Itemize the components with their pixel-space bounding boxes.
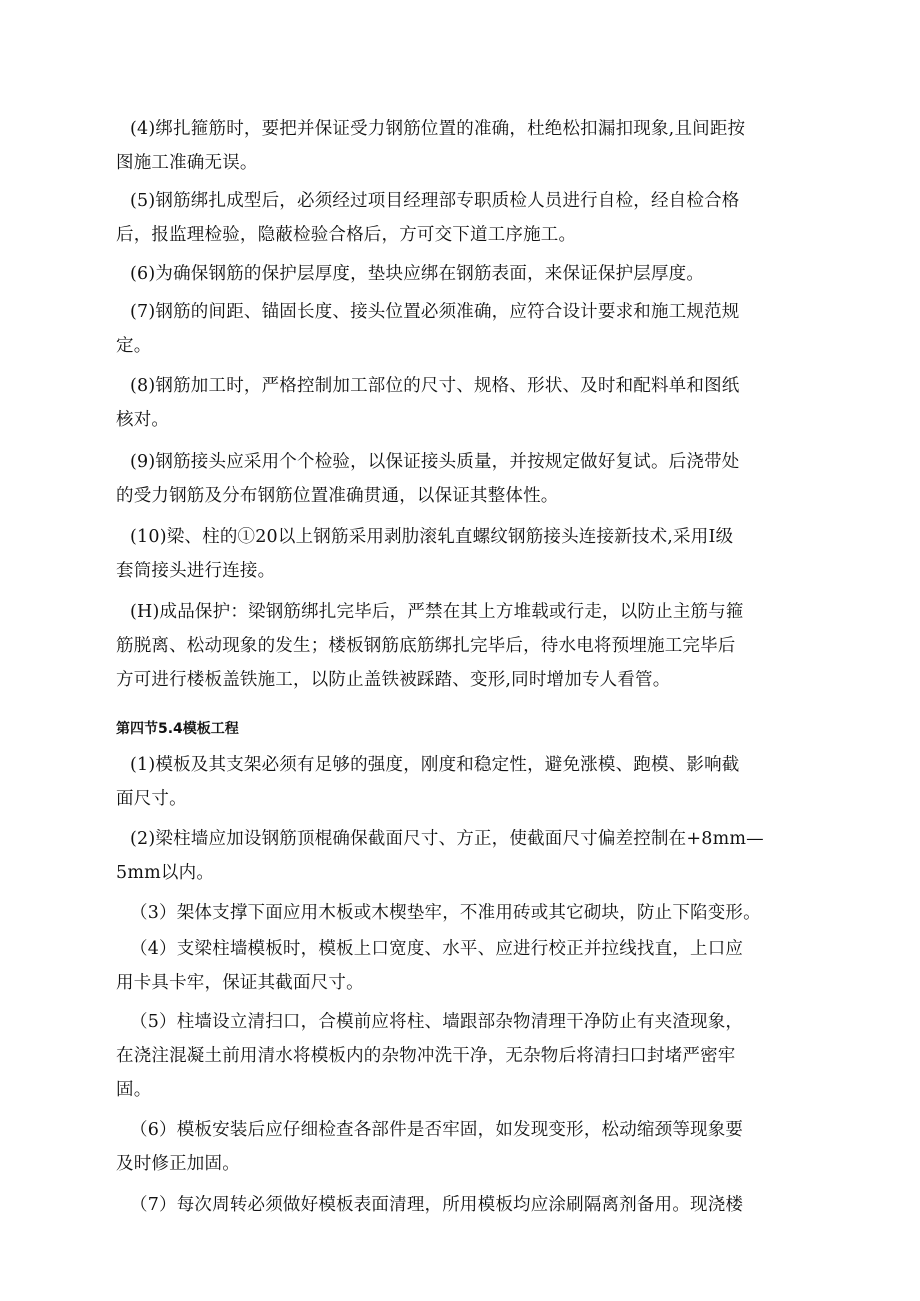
text-line: 用卡具卡牢，保证其截面尺寸。 (116, 973, 364, 993)
paragraph-item-5 (116, 184, 830, 252)
text-line: （3）架体支撑下面应用木板或木楔垫牢，不准用砖或其它砌块，防止下陷变形。 (130, 903, 761, 923)
paragraph-item-9 (116, 445, 830, 513)
text-line: 方可进行楼板盖铁施工，以防止盖铁被踩踏、变形,同时增加专人看管。 (116, 670, 671, 690)
text-line: (4)绑扎箍筋时，要把并保证受力钢筋位置的准确，杜绝松扣漏扣现象,且间距按 (130, 119, 746, 139)
text-line: (H)成品保护：梁钢筋绑扎完毕后，严禁在其上方堆载或行走，以防止主筋与箍 (130, 602, 744, 622)
text-line: 及时修正加固。 (116, 1154, 240, 1174)
text-line: （4）支梁柱墙模板时，模板上口宽度、水平、应进行校正并拉线找直，上口应 (130, 939, 744, 959)
text-line: 核对。 (116, 410, 170, 430)
formwork-item-3 (116, 896, 830, 930)
text-line: (8)钢筋加工时，严格控制加工部位的尺寸、规格、形状、及时和配料单和图纸 (130, 376, 740, 396)
text-line: 定。 (116, 336, 152, 356)
section-heading: 第四节5.4模板工程 (116, 721, 239, 737)
formwork-item-4 (116, 932, 830, 1000)
paragraph-item-8 (116, 369, 830, 437)
text-line: 固。 (116, 1080, 152, 1100)
formwork-item-6 (116, 1113, 830, 1181)
formwork-item-1 (116, 748, 830, 816)
text-line: 的受力钢筋及分布钢筋位置准确贯通，以保证其整体性。 (116, 486, 559, 506)
text-line: 面尺寸。 (116, 789, 187, 809)
formwork-item-7 (116, 1188, 830, 1222)
paragraph-item-6 (116, 257, 830, 291)
text-line: 在浇注混凝土前用清水将模板内的杂物冲洗干净，无杂物后将清扫口封堵严密牢 (116, 1046, 736, 1066)
paragraph-item-10 (116, 520, 830, 588)
text-line: 套筒接头进行连接。 (116, 561, 276, 581)
text-line: (1)模板及其支架必须有足够的强度，刚度和稳定性，避免涨模、跑模、影响截 (130, 755, 740, 775)
formwork-item-2 (116, 822, 830, 890)
paragraph-item-4 (116, 112, 830, 180)
text-line: 筋脱离、松动现象的发生；楼板钢筋底筋绑扎完毕后，待水电将预埋施工完毕后 (116, 636, 736, 656)
formwork-item-5 (116, 1005, 830, 1107)
paragraph-item-7 (116, 295, 830, 363)
text-line: （5）柱墙设立清扫口，合模前应将柱、墙跟部杂物清理干净防止有夹渣现象， (130, 1012, 744, 1032)
text-line: (6)为确保钢筋的保护层厚度，垫块应绑在钢筋表面，来保证保护层厚度。 (130, 264, 705, 284)
text-line: (10)梁、柱的①20以上钢筋采用剥肋滚轧直螺纹钢筋接头连接新技术,采用I级 (130, 527, 734, 547)
text-line: (5)钢筋绑扎成型后，必须经过项目经理部专职质检人员进行自检，经自检合格 (130, 191, 740, 211)
text-line: （6）模板安装后应仔细检查各部件是否牢固，如发现变形，松动缩颈等现象要 (130, 1120, 744, 1140)
text-line: （7）每次周转必须做好模板表面清理，所用模板均应涂刷隔离剂备用。现浇楼 (130, 1195, 744, 1215)
text-line: 5mm以内。 (116, 863, 215, 883)
text-line: 图施工准确无误。 (116, 153, 258, 173)
text-line: (7)钢筋的间距、锚固长度、接头位置必须准确，应符合设计要求和施工规范规 (130, 302, 740, 322)
text-line: (2)梁柱墙应加设钢筋顶棍确保截面尺寸、方正，使截面尺寸偏差控制在+8mm— (130, 829, 764, 849)
paragraph-item-finished-product-protection (116, 595, 830, 697)
text-line: 后，报监理检验，隐蔽检验合格后，方可交下道工序施工。 (116, 225, 577, 245)
text-line: (9)钢筋接头应采用个个检验，以保证接头质量，并按规定做好复试。后浇带处 (130, 452, 740, 472)
